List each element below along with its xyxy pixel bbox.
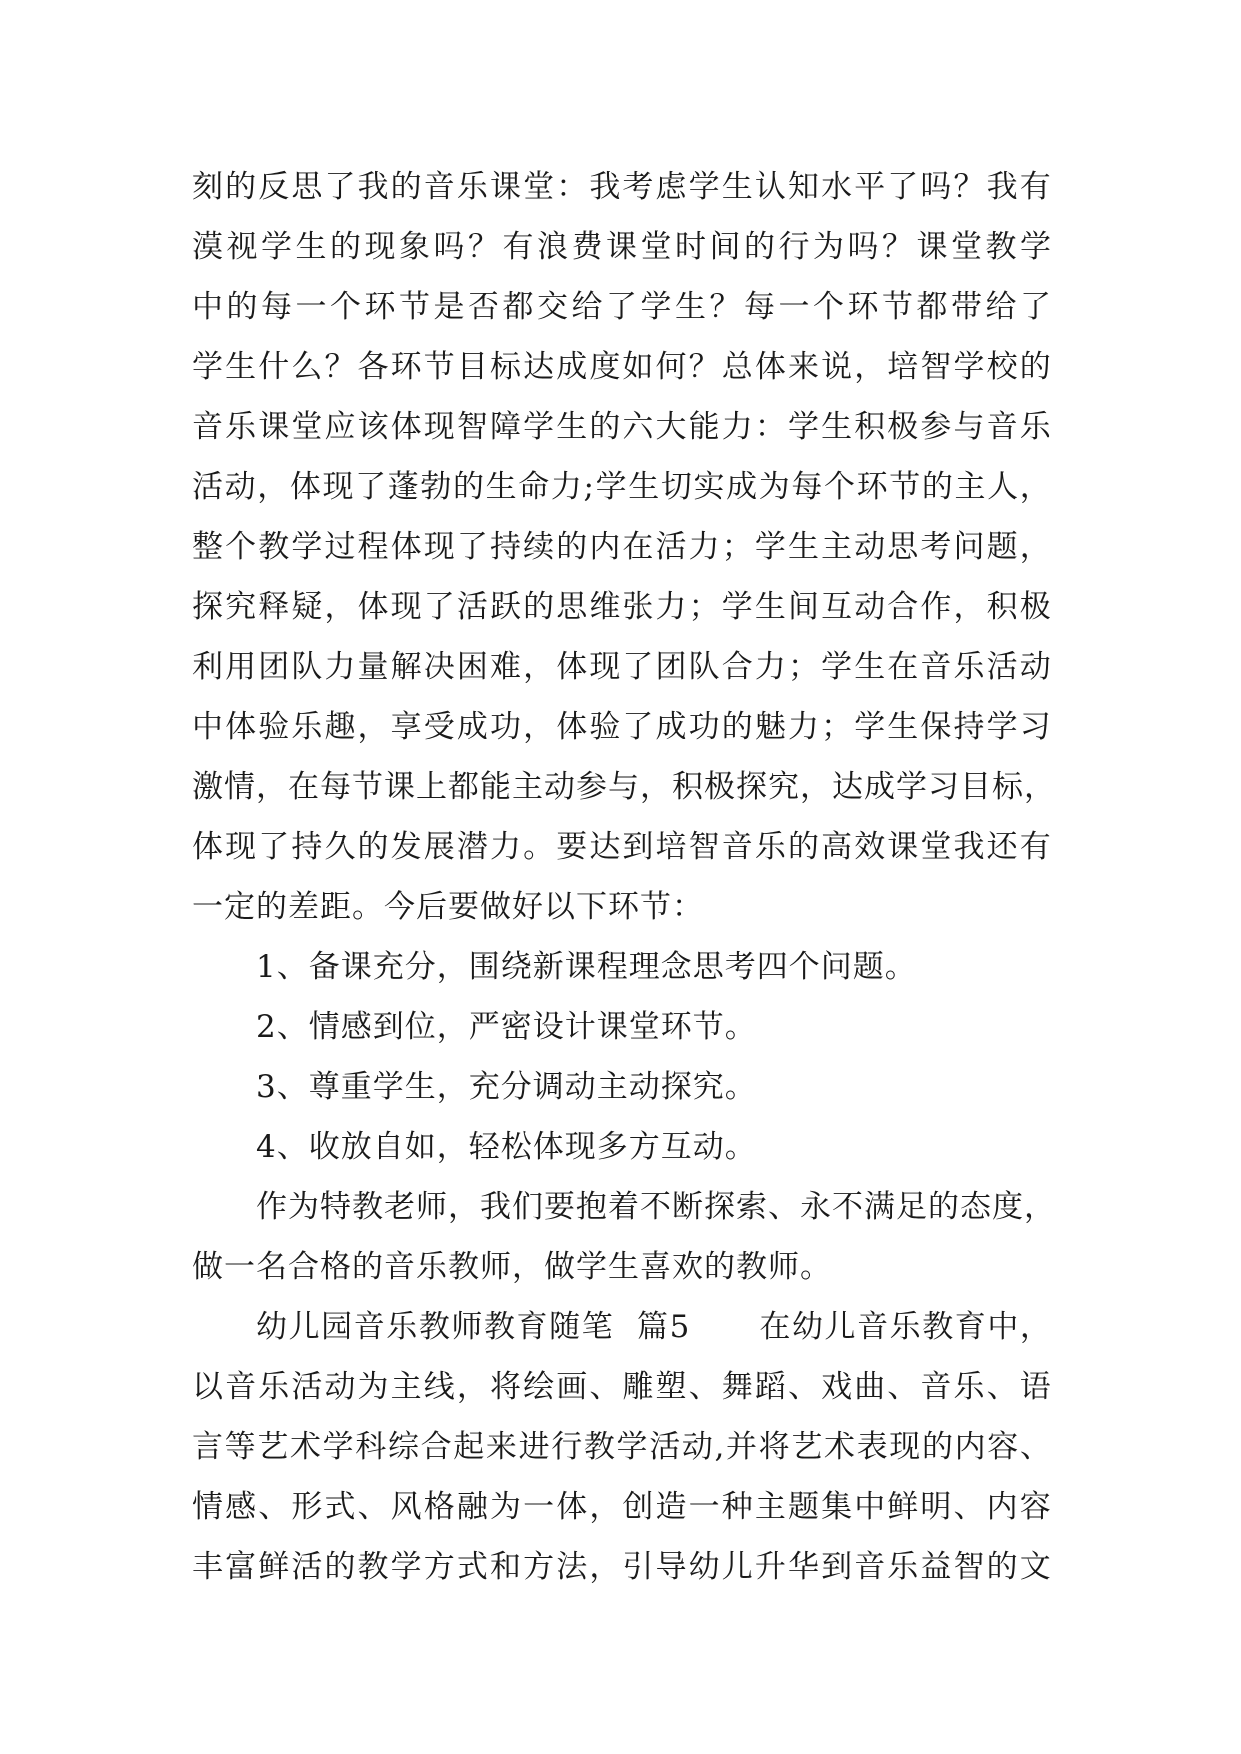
text-line: 幼 儿 园 音 乐 教 师 教 育 随 笔 篇 5 在 幼 儿 音 乐 教 育 中 ， — [256, 1309, 1052, 1345]
text-line: 学 生 什 么 ？ 各 环 节 目 标 达 成 度 如 何 ？ 总 体 来 说 ， 培 智 学 校 的 — [192, 349, 1052, 385]
text-line: 4、收放自如，轻松体现多方互动。 — [256, 1129, 757, 1165]
text-line: 利 用 团 队 力 量 解 决 困 难 ， 体 现 了 团 队 合 力 ； 学 生 在 音 乐 活 动 — [192, 649, 1052, 685]
text-line: 音 乐 课 堂 应 该 体 现 智 障 学 生 的 六 大 能 力 ： 学 生 积 极 参 与 音 乐 — [192, 409, 1052, 445]
text-line: 整 个 教 学 过 程 体 现 了 持 续 的 内 在 活 力 ； 学 生 主 动 思 考 问 题 ， — [192, 529, 1052, 565]
document-body — [192, 157, 1056, 1597]
text-line: 情 感 、 形 式 、 风 格 融 为 一 体 ， 创 造 一 种 主 题 集 中 鲜 明 、 内 容 — [192, 1489, 1052, 1525]
text-line: 漠 视 学 生 的 现 象 吗 ？ 有 浪 费 课 堂 时 间 的 行 为 吗 ？ 课 堂 教 学 — [192, 229, 1052, 265]
text-line: 激 情 ， 在 每 节 课 上 都 能 主 动 参 与 ， 积 极 探 究 ， 达 成 学 习 目 标 ， — [192, 769, 1056, 805]
text-line: 2、情感到位，严密设计课堂环节。 — [256, 1009, 757, 1045]
text-line: 作 为 特 教 老 师 ， 我 们 要 抱 着 不 断 探 索 、 永 不 满 足 的 态 度 ， — [256, 1189, 1056, 1225]
text-line: 中 体 验 乐 趣 ， 享 受 成 功 ， 体 验 了 成 功 的 魅 力 ； 学 生 保 持 学 习 — [192, 709, 1052, 745]
text-line: 丰 富 鲜 活 的 教 学 方 式 和 方 法 ， 引 导 幼 儿 升 华 到 音 乐 益 智 的 文 — [192, 1549, 1052, 1585]
text-line: 1、备课充分，围绕新课程理念思考四个问题。 — [256, 949, 917, 985]
text-line: 3、尊重学生，充分调动主动探究。 — [256, 1069, 757, 1105]
text-line: 做一名合格的音乐教师，做学生喜欢的教师。 — [192, 1249, 832, 1285]
text-line: 以 音 乐 活 动 为 主 线 ， 将 绘 画 、 雕 塑 、 舞 蹈 、 戏 曲 、 音 乐 、 语 — [192, 1369, 1052, 1405]
text-line: 体 现 了 持 久 的 发 展 潜 力 。 要 达 到 培 智 音 乐 的 高 效 课 堂 我 还 有 — [192, 829, 1052, 865]
text-line: 刻 的 反 思 了 我 的 音 乐 课 堂 ： 我 考 虑 学 生 认 知 水 平 了 吗 ？ 我 有 — [192, 169, 1052, 205]
text-line: 活 动 ， 体 现 了 蓬 勃 的 生 命 力 ; 学 生 切 实 成 为 每 个 环 节 的 主 人 ， — [192, 469, 1052, 505]
text-line: 中 的 每 一 个 环 节 是 否 都 交 给 了 学 生 ？ 每 一 个 环 节 都 带 给 了 — [192, 289, 1052, 325]
text-line: 探 究 释 疑 ， 体 现 了 活 跃 的 思 维 张 力 ； 学 生 间 互 动 合 作 ， 积 极 — [192, 589, 1052, 625]
text-line: 言 等 艺 术 学 科 综 合 起 来 进 行 教 学 活 动 , 并 将 艺 术 表 现 的 内 容 、 — [192, 1429, 1052, 1465]
text-line: 一定的差距。今后要做好以下环节： — [192, 889, 704, 925]
